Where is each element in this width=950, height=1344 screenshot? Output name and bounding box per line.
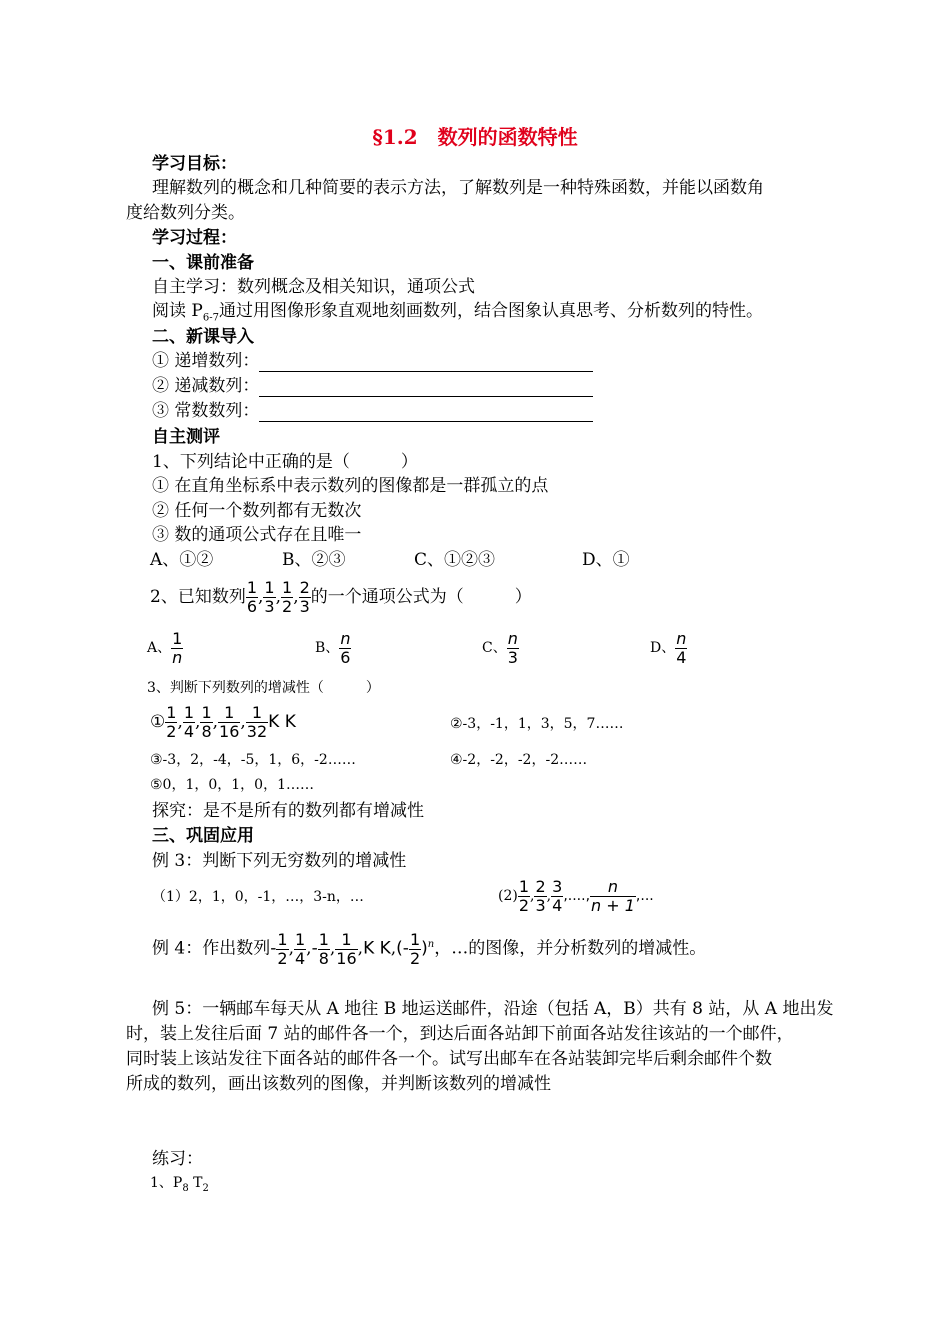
q2-option-d-den: 4 bbox=[676, 647, 687, 667]
q3-frac-den: 8 bbox=[201, 722, 212, 741]
q3-stem: 3、判断下列数列的增减性（ ） bbox=[147, 680, 380, 696]
ex4-frac-num: 1 bbox=[335, 931, 357, 950]
ex3-part2-label: (2) bbox=[498, 888, 518, 904]
q2-frac-1-num: 1 bbox=[246, 578, 258, 597]
q3-fraction bbox=[183, 704, 195, 741]
intro-heading: 二、新课导入 bbox=[152, 327, 254, 347]
ex3-frac-num: 2 bbox=[535, 876, 546, 896]
practice-heading: 练习： bbox=[152, 1149, 203, 1169]
q3-frac-num: 1 bbox=[166, 703, 177, 722]
q1-option-c: C、①②③ bbox=[414, 550, 496, 570]
goals-heading: 学习目标： bbox=[152, 154, 237, 174]
q2-frac-1-den: 6 bbox=[246, 597, 258, 616]
reading-pages: 6-7 bbox=[202, 312, 219, 324]
q2-fraction bbox=[281, 579, 293, 616]
q2-option-a-label: A、 bbox=[147, 640, 172, 656]
ex4-frac-den: 8 bbox=[318, 948, 329, 968]
ex5-line-2: 时，装上发往后面 7 站的邮件各一个，到达后面各站卸下前面各站发往该站的一个邮件， bbox=[126, 1024, 794, 1044]
process-heading: 学习过程： bbox=[152, 228, 237, 248]
q2-option-b-label: B、 bbox=[315, 640, 340, 656]
page-title: §1.2 数列的函数特性 bbox=[372, 125, 578, 149]
ex3-general-den: n + 1 bbox=[591, 895, 635, 915]
q3-frac-num: 1 bbox=[201, 703, 212, 722]
q1-option-d: D、① bbox=[582, 550, 630, 570]
ex3-frac-den: 3 bbox=[535, 895, 546, 915]
q3-fraction bbox=[218, 704, 240, 741]
q3-frac-num: 1 bbox=[218, 704, 240, 723]
q3-frac-den: 32 bbox=[246, 722, 268, 741]
constant-label: ③ 常数数列： bbox=[152, 401, 260, 421]
q3-fraction bbox=[165, 704, 177, 741]
q2-fraction bbox=[263, 579, 275, 616]
q2-stem: 2、已知数列 $\frac{1}{6}$ , $\frac{1}{3}$ , $\frac{1}{2}$ , $\frac{2}{3}$ 的一个通项公式为（ ） bbox=[150, 578, 532, 616]
q3-item-1-tail: K K bbox=[268, 712, 296, 732]
q2-frac-4-den: 3 bbox=[299, 597, 310, 616]
ex4-mid: K K bbox=[363, 938, 391, 959]
increasing-blank bbox=[259, 353, 593, 372]
ex4-post: ，…的图像，并分析数列的增减性。 bbox=[434, 938, 707, 959]
q3-item-3: ③-3，2，-4，-5，1，6，-2…… bbox=[150, 752, 356, 768]
q1-option-a: A、①② bbox=[150, 550, 214, 570]
q2-option-b-fraction bbox=[339, 630, 351, 667]
ex3-fraction bbox=[518, 878, 530, 915]
q1-stem: 1、下列结论中正确的是（ ） bbox=[152, 452, 418, 472]
q2-option-d-num: n bbox=[676, 628, 687, 648]
q3-frac-den: 16 bbox=[219, 722, 240, 741]
explore-text: 探究：是不是所有的数列都有增减性 bbox=[152, 801, 424, 821]
q2-option-c-label: C、 bbox=[482, 640, 507, 656]
ex3-part1: （1）2，1，0，-1，…，3-n，… bbox=[152, 889, 364, 905]
q2-option-b-den: 6 bbox=[340, 647, 351, 667]
q2-option-c-num: n bbox=[507, 628, 518, 648]
ex3-frac-num: 1 bbox=[518, 876, 530, 896]
reading-post: 通过用图像形象直观地刻画数列，结合图象认真思考、分析数列的特性。 bbox=[218, 301, 763, 321]
ex4-fraction bbox=[335, 931, 357, 968]
q3-item-5: ⑤0，1，0，1，0，1…… bbox=[150, 777, 314, 793]
ex4-frac-den: 4 bbox=[294, 948, 306, 968]
ex3-general-term bbox=[590, 878, 636, 915]
self-test-heading: 自主测评 bbox=[152, 427, 220, 447]
q2-fraction bbox=[299, 579, 311, 616]
q3-fraction bbox=[200, 704, 212, 741]
ex4-fraction bbox=[294, 931, 306, 968]
practice-pre: 1、P bbox=[150, 1175, 183, 1191]
ex3-general-num: n bbox=[590, 878, 636, 897]
q3-frac-num: 1 bbox=[183, 703, 195, 722]
q2-option-a bbox=[147, 628, 183, 668]
ex5-line-3: 同时装上该站发往下面各站的邮件各一个。试写出邮车在各站装卸完毕后剩余邮件个数 bbox=[126, 1049, 772, 1069]
q2-frac-3-num: 1 bbox=[282, 578, 293, 597]
decreasing-blank bbox=[259, 378, 593, 397]
q2-option-a-fraction bbox=[171, 630, 183, 667]
ex3-part2-tail: ,... bbox=[635, 888, 654, 904]
q3-fraction bbox=[246, 704, 268, 741]
ex3-stem: 例 3：判断下列无穷数列的增减性 bbox=[152, 851, 407, 871]
q1-statement-1: ① 在直角坐标系中表示数列的图像都是一群孤立的点 bbox=[152, 476, 549, 496]
q2-option-b bbox=[315, 628, 351, 668]
ex4-last-fraction bbox=[409, 931, 421, 968]
decreasing-label: ② 递减数列： bbox=[152, 376, 260, 396]
ex4-stem: 例 4：作出数列- $\frac{1}{2}$ , $\frac{1}{4}$ ,- $\frac{1}{8}$ , $\frac{1}{16}$ ,K K,(- $\frac{1}{2}$ )$^n$，…的图像，并分析数列的增减性。 bbox=[152, 929, 707, 968]
q2-frac-2-den: 3 bbox=[264, 597, 275, 616]
constant-item bbox=[152, 400, 593, 422]
practice-page: 8 bbox=[182, 1182, 189, 1194]
q2-option-d bbox=[650, 628, 687, 668]
q2-frac-2-num: 1 bbox=[264, 578, 275, 597]
ex3-fraction bbox=[551, 878, 563, 915]
q2-fraction bbox=[246, 579, 258, 616]
q2-option-a-num: 1 bbox=[172, 628, 183, 648]
q2-option-b-num: n bbox=[340, 628, 351, 648]
increasing-label: ① 递增数列： bbox=[152, 351, 260, 371]
ex4-fraction bbox=[318, 931, 330, 968]
ex5-line-4: 所成的数列，画出该数列的图像，并判断该数列的增减性 bbox=[126, 1074, 551, 1094]
ex4-exponent: n bbox=[427, 939, 435, 950]
ex5-line-1: 例 5：一辆邮车每天从 A 地往 B 地运送邮件，沿途（包括 A，B）共有 8 站，从 A 地出发 bbox=[152, 999, 834, 1019]
ex3-part2-mid: ,...., bbox=[563, 888, 591, 904]
constant-blank bbox=[259, 403, 593, 422]
practice-mid: T bbox=[188, 1175, 203, 1191]
ex3-frac-den: 2 bbox=[518, 895, 530, 915]
ex3-frac-num: 3 bbox=[552, 876, 563, 896]
ex4-frac-den: 16 bbox=[336, 948, 357, 968]
q3-item-1-label: ① bbox=[150, 712, 166, 732]
q2-option-c-den: 3 bbox=[507, 647, 518, 667]
practice-item-1 bbox=[150, 1172, 209, 1200]
ex4-pre: 例 4：作出数列 bbox=[152, 938, 271, 959]
practice-task: 2 bbox=[202, 1182, 209, 1194]
q1-option-b: B、②③ bbox=[282, 550, 346, 570]
ex3-part2: (2) $\frac{1}{2}$ , $\frac{2}{3}$ , $\frac{3}{4}$ ,...., $\frac{n}{n + 1}$ ,... bbox=[498, 876, 654, 915]
q1-statement-3: ③ 数的通项公式存在且唯一 bbox=[152, 525, 362, 545]
q2-option-c-fraction bbox=[507, 630, 519, 667]
ex4-fraction bbox=[276, 931, 288, 968]
decreasing-item bbox=[152, 375, 593, 397]
ex4-frac-den: 2 bbox=[277, 948, 288, 968]
ex4-last-num: 1 bbox=[409, 929, 421, 949]
q3-item-1: ① $\frac{1}{2}$ , $\frac{1}{4}$ , $\frac{1}{8}$ , $\frac{1}{16}$ , $\frac{1}{32}$ K K bbox=[150, 703, 296, 741]
ex4-frac-num: 1 bbox=[277, 929, 288, 949]
q3-frac-den: 2 bbox=[166, 722, 177, 741]
apply-heading: 三、巩固应用 bbox=[152, 826, 254, 846]
q2-option-d-fraction bbox=[675, 630, 687, 667]
ex4-last-den: 2 bbox=[409, 948, 421, 968]
prep-heading: 一、课前准备 bbox=[152, 253, 254, 273]
q2-option-d-label: D、 bbox=[650, 640, 676, 656]
self-study-text: 自主学习：数列概念及相关知识，通项公式 bbox=[152, 277, 475, 297]
reading-text bbox=[152, 300, 763, 329]
increasing-item bbox=[152, 350, 593, 372]
q2-pre: 2、已知数列 bbox=[150, 587, 246, 607]
reading-pre: 阅读 P bbox=[152, 301, 203, 321]
q2-post: 的一个通项公式为（ ） bbox=[310, 587, 532, 607]
goals-text-line2: 度给数列分类。 bbox=[126, 203, 245, 223]
ex4-frac-num: 1 bbox=[318, 929, 329, 949]
ex4-frac-num: 1 bbox=[294, 929, 306, 949]
q3-item-4: ④-2，-2，-2，-2…… bbox=[450, 752, 588, 768]
q2-frac-3-den: 2 bbox=[282, 597, 293, 616]
q1-statement-2: ② 任何一个数列都有无数次 bbox=[152, 501, 362, 521]
q2-option-c bbox=[482, 628, 519, 668]
q3-frac-den: 4 bbox=[183, 722, 195, 741]
q3-frac-num: 1 bbox=[246, 704, 268, 723]
q2-option-a-den: n bbox=[172, 647, 183, 667]
ex3-frac-den: 4 bbox=[552, 895, 563, 915]
goals-text-line1: 理解数列的概念和几种简要的表示方法，了解数列是一种特殊函数，并能以函数角 bbox=[152, 178, 764, 198]
q2-frac-4-num: 2 bbox=[299, 578, 310, 597]
ex3-fraction bbox=[534, 878, 546, 915]
q3-item-2: ②-3，-1，1，3，5，7…… bbox=[450, 716, 624, 732]
